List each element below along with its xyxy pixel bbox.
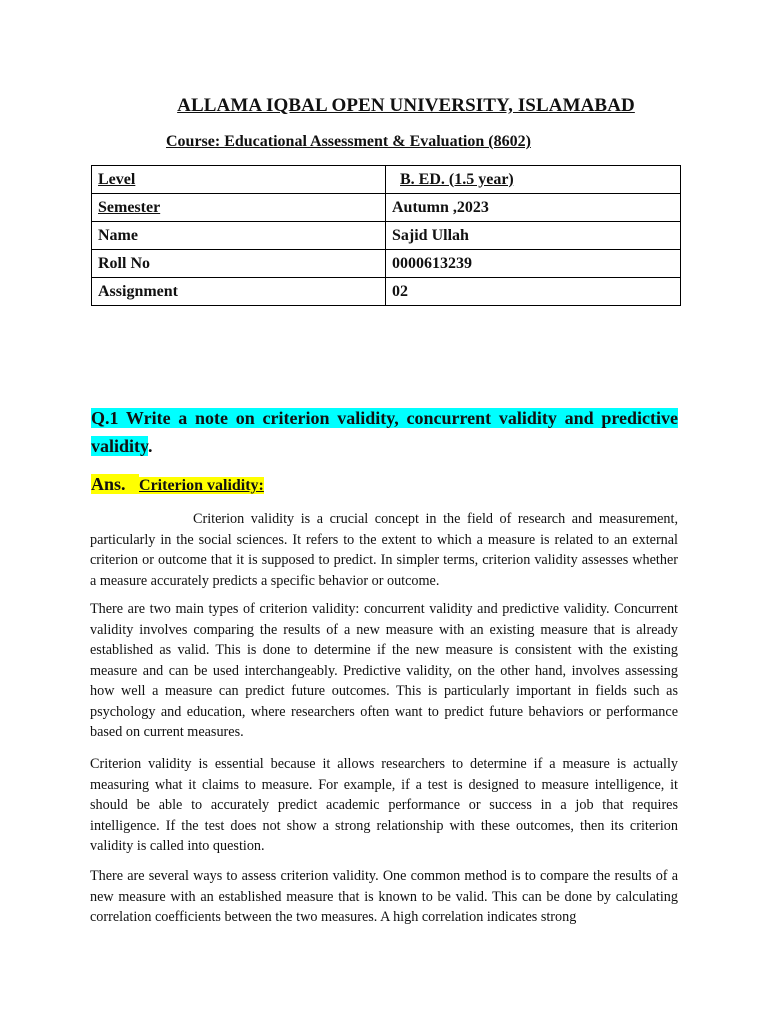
answer-paragraph: Criterion validity is a crucial concept in the field of research and measurement, particularly in the social sciences. It refers to the extent to which a measure is related to an external criterion or outcome that it is supposed to predict. In simpler terms, criterion validity assesses whether a measure accurately predicts a specific behavior or outcome. xyxy=(90,511,678,589)
university-title: ALLAMA IQBAL OPEN UNIVERSITY, ISLAMABAD xyxy=(177,95,635,116)
table-row xyxy=(92,166,681,194)
course-title: Course: Educational Assessment & Evaluation (8602) xyxy=(166,133,531,150)
student-info-table xyxy=(91,165,681,306)
table-row xyxy=(92,194,681,222)
assignment-label: Assignment xyxy=(92,278,386,306)
assignment-value: 02 xyxy=(386,278,681,306)
name-value: Sajid Ullah xyxy=(386,222,681,250)
answer-heading xyxy=(91,474,264,495)
question-heading: Q.1 Write a note on criterion validity, concurrent validity and predictive validity. xyxy=(91,408,678,456)
question-text: Q.1 Write a note on criterion validity, concurrent validity and predictive validity xyxy=(91,408,678,456)
roll-no-label: Roll No xyxy=(92,250,386,278)
name-label: Name xyxy=(92,222,386,250)
table-row xyxy=(92,278,681,306)
level-value: B. ED. (1.5 year) xyxy=(386,166,681,194)
answer-paragraph: There are two main types of criterion validity: concurrent validity and predictive validity. Concurrent validity involves comparing the results of a new measure with an existing measure that is already established as valid. This is done to determine if the new measure is consistent with the existing measure and can be used interchangeably. Predictive validity, on the other hand, involves assessing how well a measure can predict future outcomes. This is particularly important in fields such as psychology and education, where researchers often want to predict future behaviors or performance based on current measures. xyxy=(90,601,678,740)
semester-value: Autumn ,2023 xyxy=(386,194,681,222)
answer-label: Ans. xyxy=(91,474,126,494)
table-row xyxy=(92,222,681,250)
roll-no-value: 0000613239 xyxy=(386,250,681,278)
level-label: Level xyxy=(92,166,386,194)
criterion-validity-heading: Criterion validity: xyxy=(139,477,264,494)
answer-paragraph: There are several ways to assess criterion validity. One common method is to compare the results of a new measure with an established measure that is known to be valid. This can be done by calculating correlation coefficients between the two measures. A high correlation indicates strong xyxy=(90,868,678,925)
table-row xyxy=(92,250,681,278)
semester-label: Semester xyxy=(92,194,386,222)
answer-paragraph: Criterion validity is essential because it allows researchers to determine if a measure is actually measuring what it claims to measure. For example, if a test is designed to measure intelligence, it should be able to accurately predict academic performance or success in a job that requires intelligence. If the test does not show a strong relationship with these outcomes, then its criterion validity is called into question. xyxy=(90,756,678,854)
